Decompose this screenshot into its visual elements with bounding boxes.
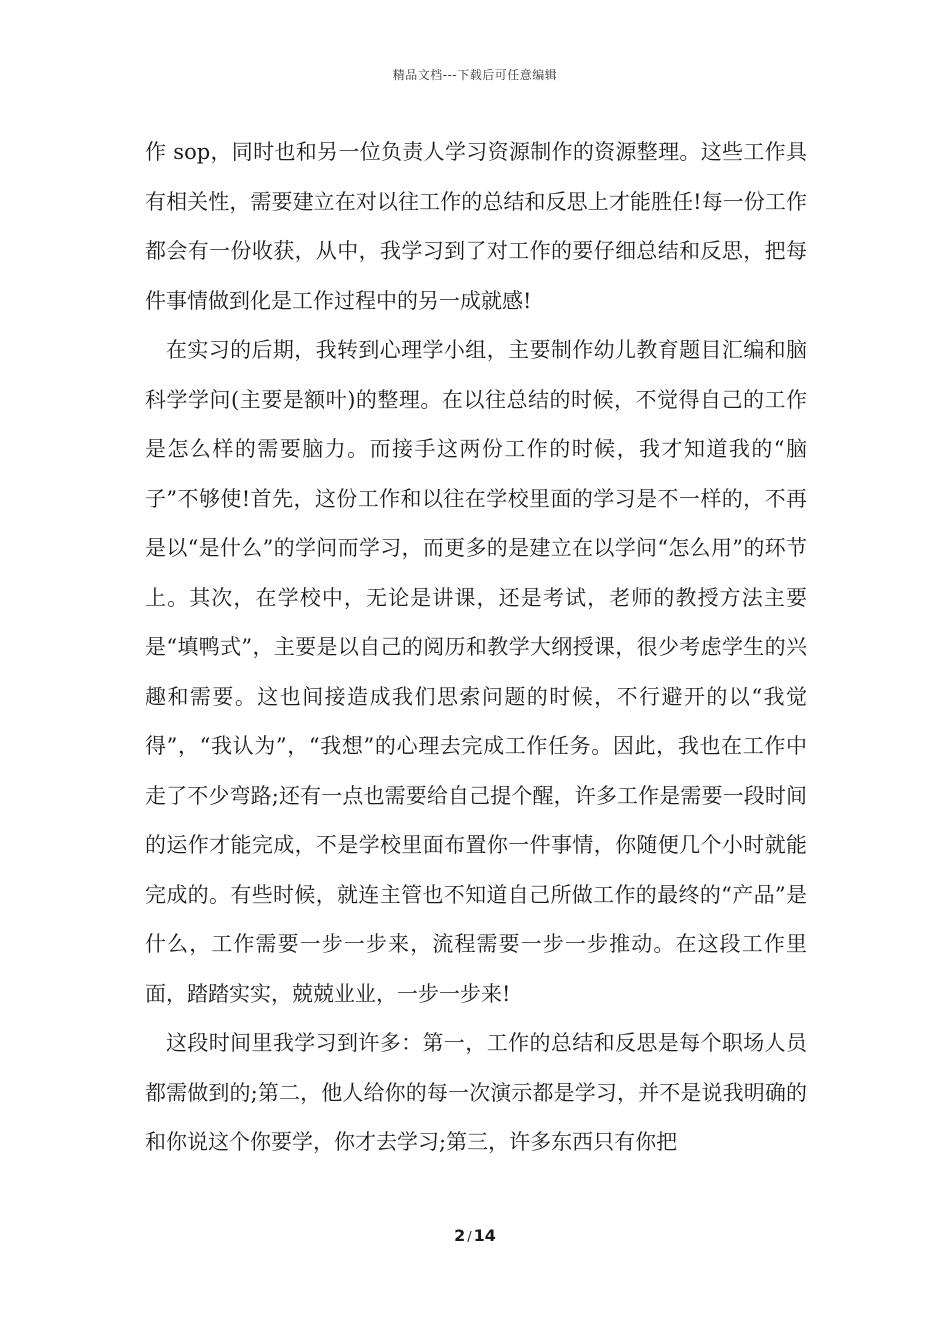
current-page-number: 2 bbox=[454, 1226, 466, 1245]
total-page-count: 14 bbox=[473, 1226, 496, 1245]
paragraph-1: 作 sop，同时也和另一位负责人学习资源制作的资源整理。这些工作具有相关性，需要建立在对以往工作的总结和反思上才能胜任!每一份工作都会有一份收获，从中，我学习到了对工作的要仔细总结和反思，把每件事情做到化是工作过程中的另一成就感! bbox=[145, 140, 807, 313]
paragraph-3: 这段时间里我学习到许多：第一，工作的总结和反思是每个职场人员都需做到的;第二，他人给你的每一次演示都是学习，并不是说我明确的和你说这个你要学，你才去学习;第三，许多东西只有你把 bbox=[145, 1031, 807, 1154]
document-body bbox=[145, 128, 807, 1168]
page-number-separator: / bbox=[467, 1230, 472, 1245]
page-number bbox=[0, 1226, 950, 1245]
paragraph-2: 在实习的后期，我转到心理学小组，主要制作幼儿教育题目汇编和脑科学学问(主要是额叶)的整理。在以往总结的时候，不觉得自己的工作是怎么样的需要脑力。而接手这两份工作的时候，我才知道我的“脑子”不够使!首先，这份工作和以往在学校里面的学习是不一样的，不再是以“是什么”的学问而学习，而更多的是建立在以学问“怎么用”的环节上。其次，在学校中，无论是讲课，还是考试，老师的教授方法主要是“填鸭式”，主要是以自己的阅历和教学大纲授课，很少考虑学生的兴趣和需要。这也间接造成我们思索问题的时候，不行避开的以“我觉得”，“我认为”，“我想”的心理去完成工作任务。因此，我也在工作中走了不少弯路;还有一点也需要给自己提个醒，许多工作是需要一段时间的运作才能完成，不是学校里面布置你一件事情，你随便几个小时就能完成的。有些时候，就连主管也不知道自己所做工作的最终的“产品”是什么，工作需要一步一步来，流程需要一步一步推动。在这段工作里面，踏踏实实，兢兢业业，一步一步来! bbox=[145, 338, 807, 1006]
page-header: 精品文档---下载后可任意编辑 bbox=[392, 68, 558, 82]
